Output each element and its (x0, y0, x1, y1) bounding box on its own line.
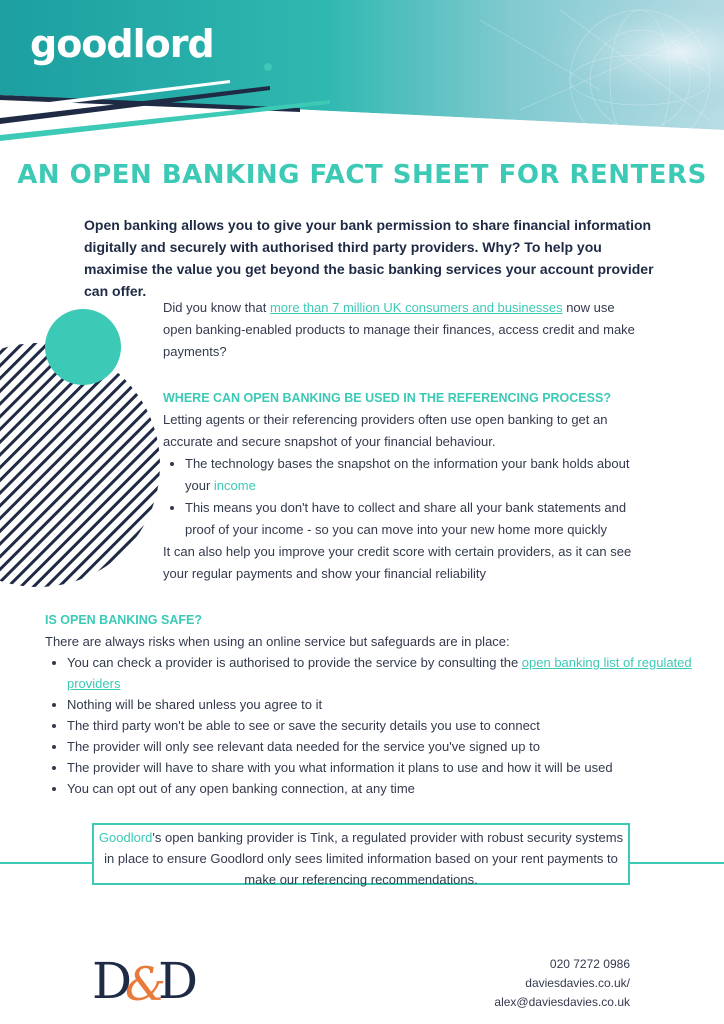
davies-davies-logo (92, 948, 202, 1008)
did-you-know-text: Did you know that (163, 300, 270, 315)
tink-callout-box (92, 823, 630, 885)
list-item: • Nothing will be shared unless you agree to it (67, 694, 705, 715)
list-item (185, 453, 643, 497)
consumers-statistic-link[interactable]: more than 7 million UK consumers and businesses (269, 300, 563, 315)
list-item: • The third party won't be able to see or save the security details you use to connect (67, 715, 705, 736)
regulated-providers-link[interactable]: open banking list of regulated providers (67, 655, 692, 691)
referencing-heading: WHERE CAN OPEN BANKING BE USED IN THE REFERENCING PROCESS? (163, 391, 611, 405)
svg-text:&: & (125, 957, 166, 1008)
callout-text: 's open banking provider is Tink, a regulated provider with robust security systems in place to ensure Goodlord only sees limited information based on your rent payments to make our referencing recommendations. (104, 830, 624, 887)
decorative-circles (0, 300, 165, 600)
referencing-closing: It can also help you improve your credit score with certain providers, as it can see your regular payments and show your financial reliability (163, 544, 632, 581)
svg-text:D: D (158, 952, 199, 1008)
goodlord-brand-text: Goodlord (98, 830, 153, 845)
list-item: • The provider will only see relevant data needed for the service you've signed up to (67, 736, 705, 757)
referencing-list (163, 453, 643, 541)
did-you-know-text-end: now use open banking-enabled products to manage their finances, access credit and make payments? (163, 300, 635, 359)
list-item: • This means you don't have to collect and share all your bank statements and proof of your income - so you can move into your new home more quickly (185, 497, 643, 541)
list-item: • The provider will have to share with you what information it plans to use and how it will be used (67, 757, 705, 778)
phone-number[interactable]: 020 7272 0986 (549, 957, 630, 971)
email-link[interactable]: alex@daviesdavies.co.uk (494, 995, 630, 1009)
list-item (67, 652, 705, 694)
safety-heading: IS OPEN BANKING SAFE? (45, 613, 202, 627)
page-title: AN OPEN BANKING FACT SHEET FOR RENTERS (17, 160, 707, 190)
income-link[interactable]: income (213, 478, 256, 493)
svg-text:D: D (92, 952, 133, 1008)
contact-details (494, 955, 630, 1012)
list-item: • You can opt out of any open banking connection, at any time (67, 778, 705, 799)
goodlord-logo: goodlord (30, 22, 214, 66)
intro-paragraph: Open banking allows you to give your bank permission to share financial information digitally and securely with authorised third party providers. Why? To help you maximise the value you get beyond the basic banking services your account provider can offer. (84, 217, 654, 299)
referencing-lead: Letting agents or their referencing providers often use open banking to get an accurate and secure snapshot of your financial behaviour. (163, 412, 608, 449)
safety-section (45, 609, 705, 799)
main-column (163, 297, 643, 585)
header-banner (0, 0, 724, 150)
website-link[interactable]: daviesdavies.co.uk/ (525, 976, 630, 990)
did-you-know-paragraph (163, 297, 643, 363)
safety-list (45, 652, 705, 799)
safety-lead: There are always risks when using an online service but safeguards are in place: (45, 634, 510, 649)
bullet-text: You can check a provider is authorised to provide the service by consulting the (67, 655, 522, 670)
bullet-text: The technology bases the snapshot on the information your bank holds about your (185, 456, 630, 493)
